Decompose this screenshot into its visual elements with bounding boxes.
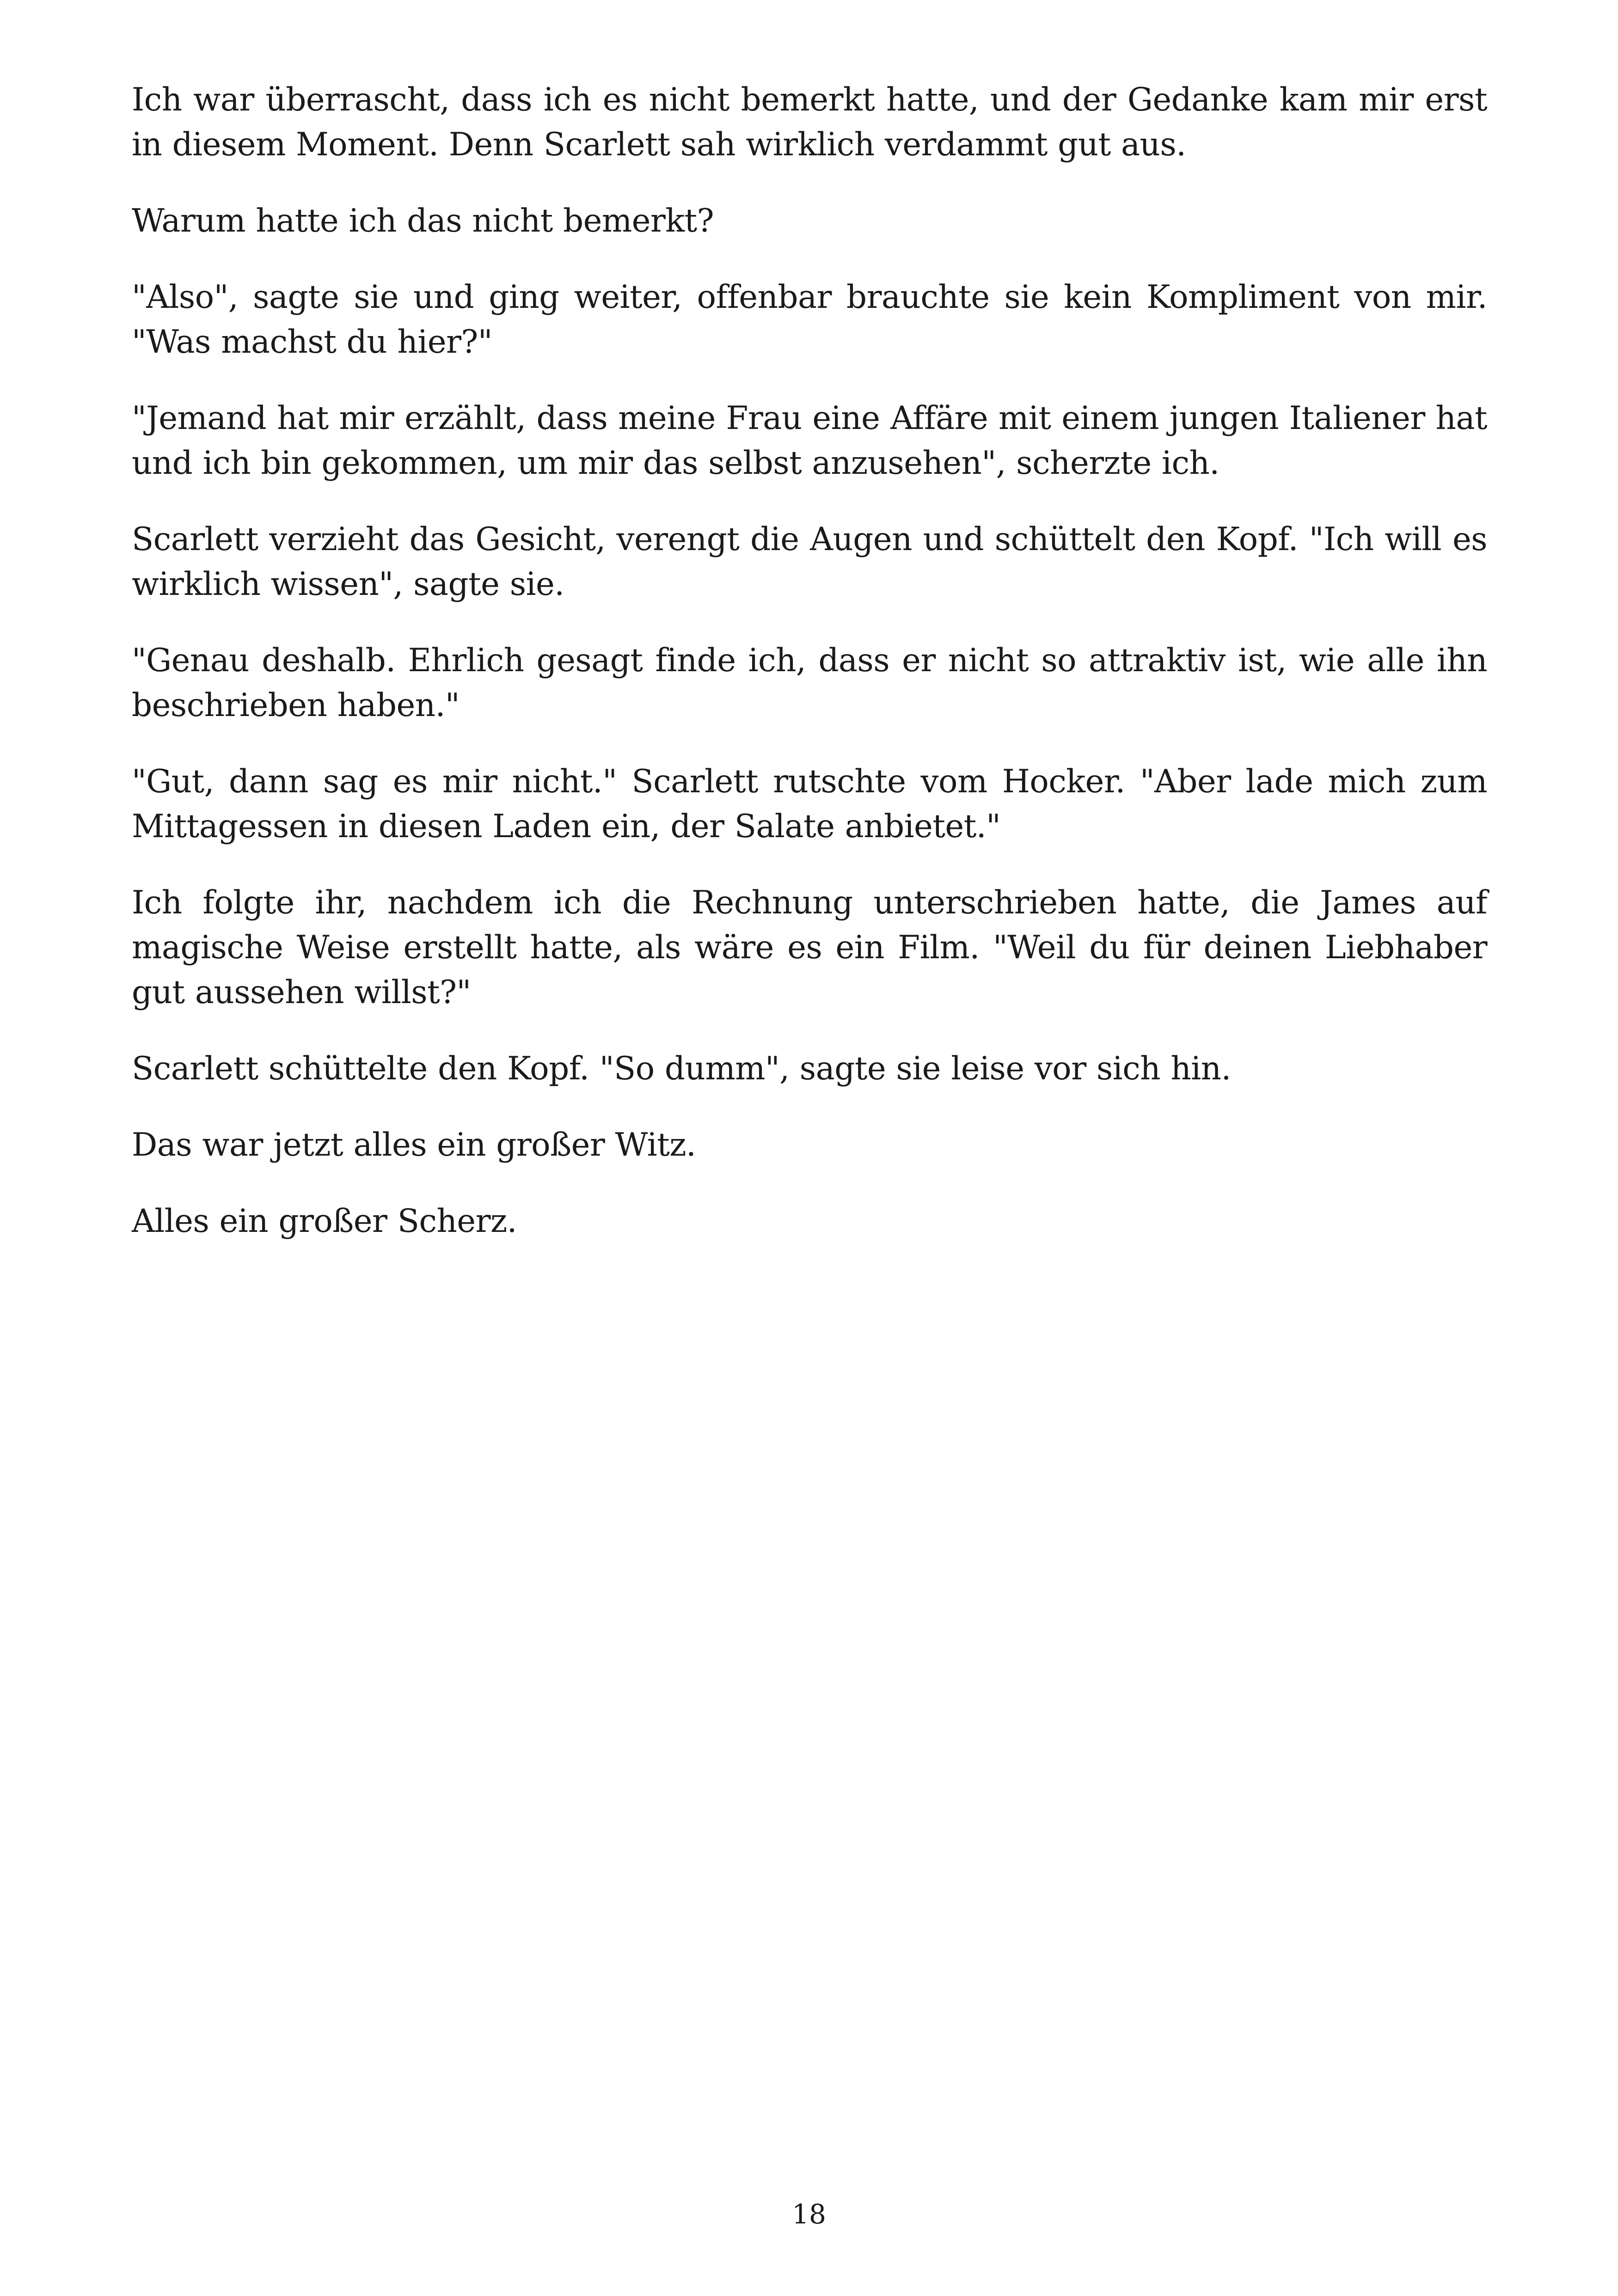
paragraph: Scarlett schüttelte den Kopf. "So dumm", sagte sie leise vor sich hin. [132, 1050, 1231, 1087]
page-number: 18 [792, 2198, 826, 2230]
paragraph: Das war jetzt alles ein großer Witz. [132, 1127, 696, 1163]
paragraph: Scarlett verzieht das Gesicht, verengt die Augen und schüttelt den Kopf. "Ich will es wirklich wissen", sagte sie. [132, 521, 1487, 603]
paragraph: Alles ein großer Scherz. [132, 1203, 517, 1240]
paragraph: Ich folgte ihr, nachdem ich die Rechnung unterschrieben hatte, die James auf magische Weise erstellt hatte, als wäre es ein Film. "Weil du für deinen Liebhaber gut aussehen willst?" [132, 884, 1487, 1011]
paragraph: "Gut, dann sag es mir nicht." Scarlett rutschte vom Hocker. "Aber lade mich zum Mittagessen in diesen Laden ein, der Salate anbietet." [132, 763, 1487, 845]
paragraph: "Jemand hat mir erzählt, dass meine Frau eine Affäre mit einem jungen Italiener hat und ich bin gekommen, um mir das selbst anzusehen", scherzte ich. [132, 400, 1487, 482]
paragraph: "Also", sagte sie und ging weiter, offenbar brauchte sie kein Kompliment von mir. "Was machst du hier?" [132, 279, 1487, 361]
body-text [132, 78, 1487, 1275]
paragraph: "Genau deshalb. Ehrlich gesagt finde ich, dass er nicht so attraktiv ist, wie alle ihn beschrieben haben." [132, 642, 1487, 724]
paragraph: Warum hatte ich das nicht bemerkt? [132, 202, 714, 239]
paragraph: Ich war überrascht, dass ich es nicht bemerkt hatte, und der Gedanke kam mir erst in diesem Moment. Denn Scarlett sah wirklich verdammt gut aus. [132, 81, 1487, 163]
